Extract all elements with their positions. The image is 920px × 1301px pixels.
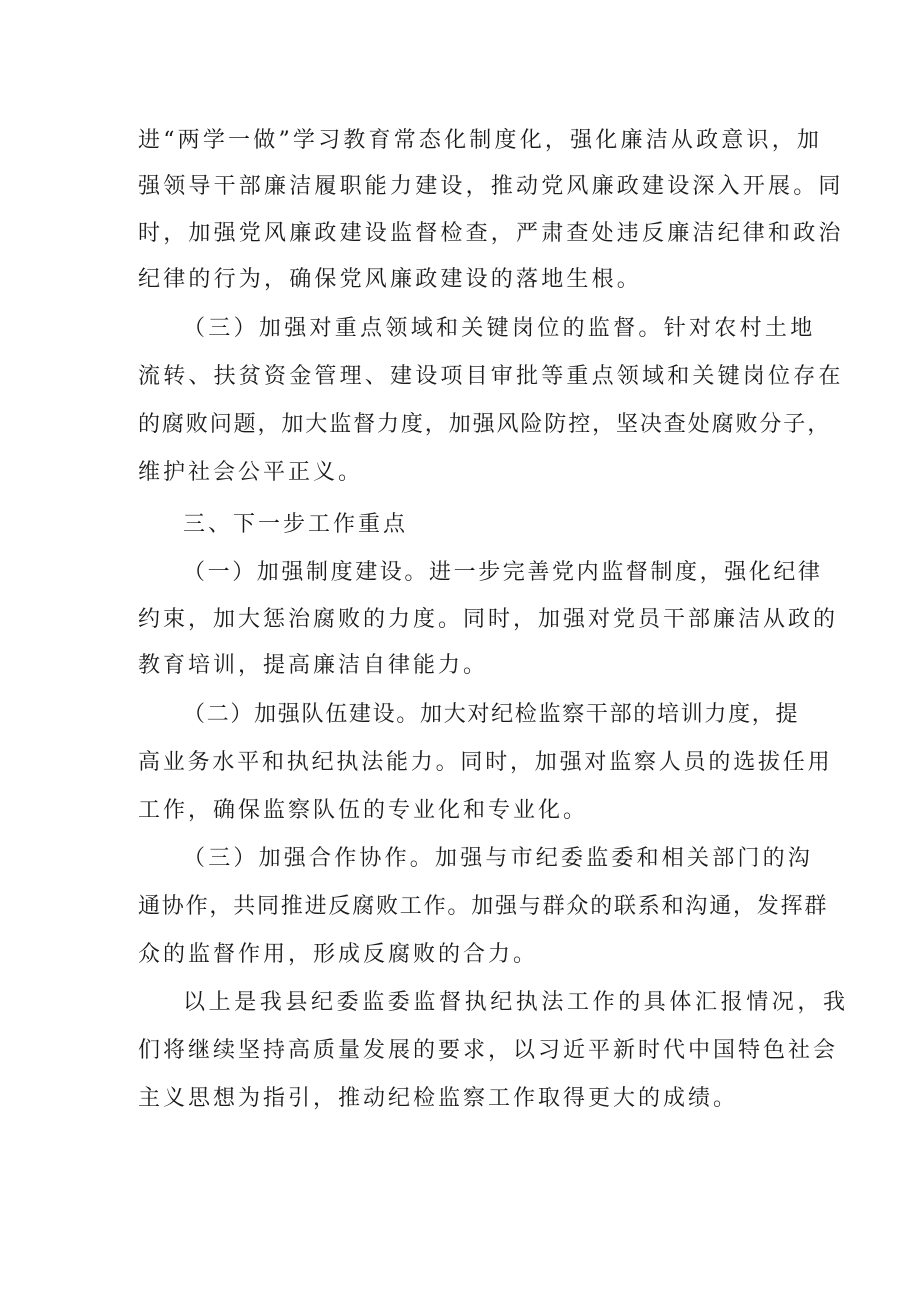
text-line: 时，加强党风廉政建设监督检查，严肃查处违反廉洁纪律和政治 bbox=[138, 221, 844, 246]
text-line: 众的监督作用，形成反腐败的合力。 bbox=[138, 942, 539, 967]
text-line: 约束，加大惩治腐败的力度。同时，加强对党员干部廉洁从政的 bbox=[138, 607, 839, 632]
paragraph-start-line: （三）加强合作协作。加强与市纪委监委和相关部门的沟 bbox=[183, 846, 814, 871]
paragraph-start-line: （一）加强制度建设。进一步完善党内监督制度，强化纪律 bbox=[183, 560, 823, 585]
paragraph-start-line: 以上是我县纪委监委监督执纪执法工作的具体汇报情况，我 bbox=[183, 990, 849, 1015]
section-heading: 三、下一步工作重点 bbox=[183, 512, 409, 537]
text-line: 高业务水平和执纪执法能力。同时，加强对监察人员的选拔任用 bbox=[138, 750, 833, 775]
text-line: 流转、扶贫资金管理、建设项目审批等重点领域和关键岗位存在 bbox=[138, 364, 844, 389]
text-line: 的腐败问题，加大监督力度，加强风险防控，坚决查处腐败分子， bbox=[138, 412, 832, 437]
text-line: 强领导干部廉洁履职能力建设，推动党风廉政建设深入开展。同 bbox=[138, 174, 844, 199]
paragraph-start-line: （二）加强队伍建设。加大对纪检监察干部的培训力度，提 bbox=[183, 702, 800, 727]
text-line: 进“两学一做”学习教育常态化制度化，强化廉洁从政意识，加 bbox=[138, 128, 823, 153]
text-line: 纪律的行为，确保党风廉政建设的落地生根。 bbox=[138, 267, 643, 292]
text-line: 维护社会公平正义。 bbox=[138, 460, 364, 485]
paragraph-start-line: （三）加强对重点领域和关键岗位的监督。针对农村土地 bbox=[183, 316, 816, 341]
text-line: 工作，确保监察队伍的专业化和专业化。 bbox=[138, 798, 589, 823]
text-line: 们将继续坚持高质量发展的要求，以习近平新时代中国特色社会 bbox=[138, 1038, 839, 1063]
text-line: 主义思想为指引，推动纪检监察工作取得更大的成绩。 bbox=[138, 1086, 739, 1111]
text-line: 教育培训，提高廉洁自律能力。 bbox=[138, 653, 489, 678]
text-line: 通协作，共同推进反腐败工作。加强与群众的联系和沟通，发挥群 bbox=[138, 894, 829, 919]
